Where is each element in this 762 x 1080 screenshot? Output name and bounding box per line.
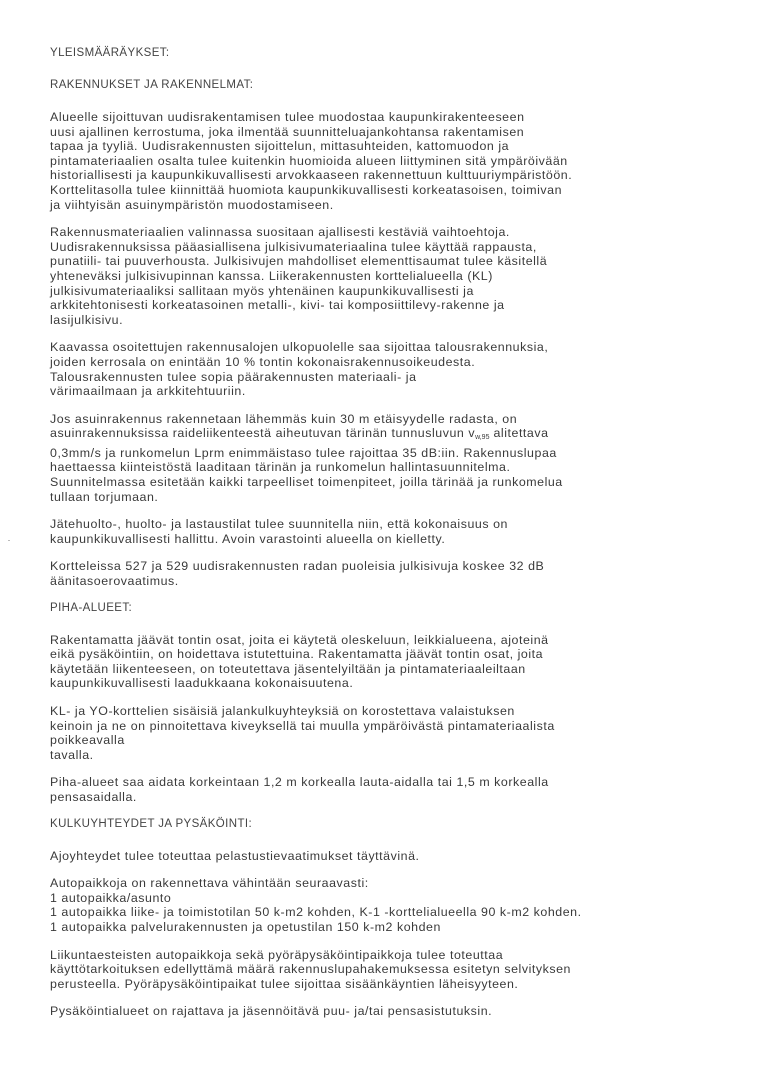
paragraph-building-materials: Rakennusmateriaalien valinnassa suositaan ajallisesti kestäviä vaihtoehtoja. Uudisrakennuksissa pääasiallisena julkisivumateriaalina tulee käyttää rappausta, punatiili- tai puuverhousta. Julkisivujen mahdolliset elementtisaumat tulee käsitellä yhteneväksi julkisivupinnan kanssa. Liikerakennusten korttelialueella (KL) julkisivumateriaaliksi sallitaan myös yhtenäinen kaupunkikuvallisesti ja arkkitehtonisesti korkeatasoinen metalli-, kivi- tai komposiittilevy-rakenne ja lasijulkisivu.	[50, 225, 548, 327]
paragraph-unbuilt-plots: Rakentamatta jäävät tontin osat, joita ei käytetä oleskeluun, leikkialueena, ajoteinä eikä pysäköintiin, on hoidettava istutettuina. Rakentamatta jäävät tontin osat, joita käytetään liikenteeseen, on toteutettava jäsentelyiltään ja pintamateriaaleiltaan kaupunkikuvallisesti laadukkaana kokonaisuutena.	[50, 632, 549, 691]
heading-traffic-parking: KULKUYHTEYDET JA PYSÄKÖINTI:	[50, 817, 253, 830]
vibration-text-end: alitettava 0,3mm/s ja runkomelun Lprm enimmäistaso tulee rajoittaa 35 dB:iin. Rakennuslupaa haettaessa kiinteistöstä laaditaan tärinän ja runkomelun hallintasuunnitelma. Suunnitelmassa esitetään kaikki tarpeelliset toimenpiteet, joilla tärinää ja runkomelua tullaan torjumaan.	[50, 426, 563, 504]
scan-speck	[8, 540, 10, 541]
heading-yard-areas: PIHA-ALUEET:	[50, 601, 133, 614]
paragraph-waste-management: Jätehuolto-, huolto- ja lastaustilat tulee suunnitella niin, että kokonaisuus on kaupunkikuvallisesti hallittu. Avoin varastointi alueella on kielletty.	[50, 517, 508, 546]
paragraph-accessible-bike-parking: Liikuntaesteisten autopaikkoja sekä pyöräpysäköintipaikkoja tulee toteuttaa käyttötarkoituksen edellyttämä määrä rakennuslupahakemuksessa esitetyn selvityksen perusteella. Pyöräpysäköintipaikat tulee sijoittaa sisäänkäyntien läheisyyteen.	[50, 947, 572, 991]
paragraph-parking-requirements: Autopaikkoja on rakennettava vähintään seuraavasti: 1 autopaikka/asunto 1 autopaikka liike- ja toimistotilan 50 k-m2 kohden, K-1 -korttelialueella 90 k-m2 kohden. 1 autopaikka palvelurakennusten ja opetustilan 150 k-m2 kohden	[50, 876, 582, 934]
paragraph-outbuildings: Kaavassa osoitettujen rakennusalojen ulkopuolelle saa sijoittaa talousrakennuksia, joiden kerrosala on enintään 10 % tontin kokonaisrakennusoikeudesta. Talousrakennusten tulee sopia päärakennusten materiaali- ja värimaailmaan ja arkkitehtuuriin.	[50, 340, 549, 399]
heading-buildings: RAKENNUKSET JA RAKENNELMAT:	[50, 79, 254, 91]
paragraph-fencing: Piha-alueet saa aidata korkeintaan 1,2 m korkealla lauta-aidalla tai 1,5 m korkealla pensasaidalla.	[50, 775, 549, 804]
paragraph-vibration-noise	[50, 412, 740, 505]
heading-general-regulations: YLEISMÄÄRÄYKSET:	[50, 47, 170, 59]
document-page	[50, 46, 740, 1032]
vibration-text-start: Jos asuinrakennus rakennetaan lähemmäs kuin 30 m etäisyydelle radasta, on asuinrakennuksissa raideliikenteestä aiheutuvan tärinän tunnusluvun v	[50, 411, 518, 441]
paragraph-sound-insulation: Kortteleissa 527 ja 529 uudisrakennusten radan puoleisia julkisivuja koskee 32 dB äänitasoerovaatimus.	[50, 559, 545, 589]
paragraph-driveways: Ajoyhteydet tulee toteuttaa pelastustievaatimukset täyttävinä.	[50, 848, 420, 863]
vibration-subscript: w,95	[475, 434, 490, 442]
paragraph-pedestrian-paths: KL- ja YO-korttelien sisäisiä jalankulkuyhteyksiä on korostettava valaistuksen keinoin ja ne on pinnoitettava kiveyksellä tai muulla ympäröivästä pintamateriaalista poikkeavalla tavalla.	[50, 704, 555, 762]
paragraph-new-construction: Alueelle sijoittuvan uudisrakentamisen tulee muodostaa kaupunkirakenteeseen uusi ajallinen kerrostuma, joka ilmentää suunnitteluajankohtansa rakentamisen tapaa ja tyyliä. Uudisrakennusten sijoittelun, mittasuhteiden, kattomuodon ja pintamateriaalien osalta tulee kuitenkin huomioida alueen liittyminen sitä ympäröivään historiallisesti ja kaupunkikuvallisesti arvokkaaseen rakennettuun kulttuuriympäristöön. Korttelitasolla tulee kiinnittää huomiota kaupunkikuvallisesti korkeatasoisen, toimivan ja viihtyisän asuinympäristön muodostamiseen.	[50, 110, 573, 212]
paragraph-parking-areas: Pysäköintialueet on rajattava ja jäsennöitävä puu- ja/tai pensasistutuksin.	[50, 1004, 493, 1019]
